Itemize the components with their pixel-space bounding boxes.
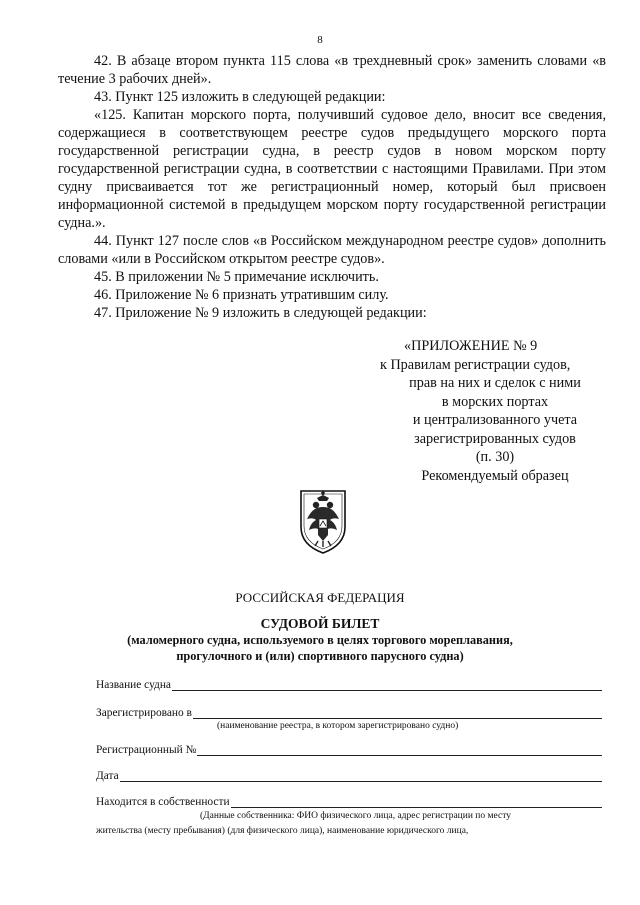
reg-number-label: Регистрационный № [96,744,197,756]
appendix-line: прав на них и сделок с ними [409,375,581,391]
reg-number-field[interactable] [96,743,602,756]
date-label: Дата [96,770,119,782]
appendix-line: и централизованного учета [412,412,578,428]
paragraph-125-quote: «125. Капитан морского порта, получивший судовое дело, вносит все сведения, содержащиеся в соответствующем реестре судов предыдущего морского порта государственной регистрации судна, в реестр судов в новом морском порту государственной регистрации судна, в соответствии с настоящими Правилами. При этом судну присваивается тот же регистрационный номер, который был присвоен информационной системой в предыдущем морском порту государственной регистрации судна.». [58,107,606,231]
paragraph-47: 47. Приложение № 9 изложить в следующей редакции: [94,305,427,321]
paragraph-45: 45. В приложении № 5 примечание исключить. [94,269,379,285]
page-number: 8 [317,34,323,46]
owner-label: Находится в собственности [96,796,230,808]
appendix-header [380,337,610,485]
paragraph-43: 43. Пункт 125 изложить в следующей редакции: [94,89,386,105]
owner-hint-line: жительства (месту пребывания) (для физического лица), наименование юридического лица, [96,826,469,836]
owner-field[interactable] [96,795,602,808]
paragraph-44: 44. Пункт 127 после слов «в Российском международном реестре судов» дополнить словами «или в Российском открытом реестре судов». [58,233,606,267]
country-name: РОССИЙСКАЯ ФЕДЕРАЦИЯ [235,590,405,605]
appendix-line: к Правилам регистрации судов, [380,356,571,373]
paragraph-46: 46. Приложение № 6 признать утратившим силу. [94,287,389,303]
appendix-line: в морских портах [441,393,549,410]
vessel-name-line[interactable] [172,678,602,691]
coat-of-arms-icon [297,489,349,555]
appendix-line: зарегистрированных судов [414,430,576,447]
appendix-clause: (п. 30) [475,449,515,465]
owner-hint [96,809,602,839]
date-line[interactable] [120,769,602,782]
date-field[interactable] [96,769,602,782]
appendix-title: «ПРИЛОЖЕНИЕ № 9 [404,338,538,354]
vessel-name-label: Название судна [96,679,171,691]
amendments-body [58,52,606,322]
registered-in-hint: (наименование реестра, в котором зарегистрировано судно) [217,721,459,731]
registered-in-field[interactable] [96,706,602,719]
vessel-name-field[interactable] [96,678,602,691]
registered-in-label: Зарегистрировано в [96,707,192,719]
registered-in-line[interactable] [193,706,602,719]
document-title: СУДОВОЙ БИЛЕТ [260,616,380,631]
reg-number-line[interactable] [197,743,602,756]
paragraph-42: 42. В абзаце втором пункта 115 слова «в трехдневный срок» заменить словами «в течение 3 рабочих дней». [58,53,606,87]
document-subtitle: (маломерного судна, используемого в целях торгового мореплавания, [127,633,513,647]
owner-hint-line: (Данные собственника: ФИО физического лица, адрес регистрации по месту [200,811,511,821]
appendix-sample-note: Рекомендуемый образец [421,467,569,484]
document-subtitle: прогулочного и (или) спортивного парусного судна) [176,649,464,663]
owner-line[interactable] [231,795,602,808]
